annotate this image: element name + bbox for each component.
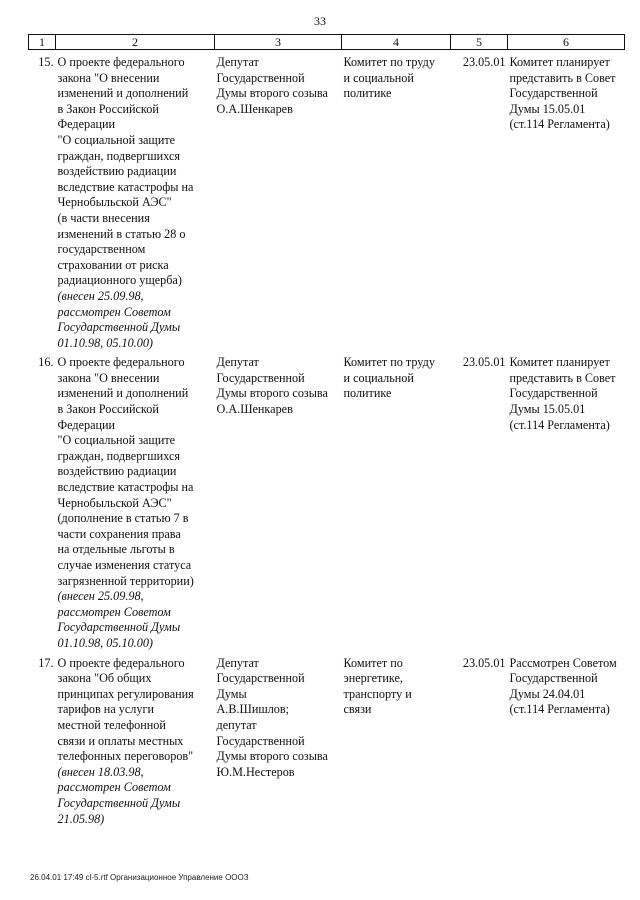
text-line: на отдельные льготы в: [57, 542, 175, 557]
print-footer: 26.04.01 17:49 cl-5.rtf Организационное Управление ОООЗ: [30, 873, 249, 882]
text-line: Рассмотрен Советом: [509, 655, 617, 670]
text-line: и социальной: [343, 70, 414, 85]
bill-author: [215, 652, 342, 828]
bill-author: [215, 351, 342, 651]
text-line: изменений и дополнений: [57, 86, 189, 101]
responsible-committee: [342, 351, 451, 651]
text-line: Комитет по: [343, 655, 403, 670]
text-line: связи: [343, 702, 372, 717]
text-line: (ст.114 Регламента): [509, 417, 610, 432]
text-line: случае изменения статуса: [57, 558, 192, 572]
text-line: местной телефонной: [57, 717, 166, 732]
page-number: 33: [314, 14, 326, 28]
text-line: представить в Совет: [509, 70, 616, 85]
text-line: государственном: [57, 242, 146, 257]
text-line: Депутат: [216, 655, 259, 670]
review-date: 23.05.01: [462, 655, 506, 670]
text-line: 21.05.98): [57, 811, 105, 826]
text-line: Государственной Думы: [57, 620, 181, 635]
bill-status: [508, 351, 625, 651]
text-line: Комитет планирует: [509, 55, 610, 69]
text-line: Думы второго созыва: [216, 386, 328, 401]
text-line: Государственной: [216, 671, 305, 686]
text-line: (в части внесения: [57, 210, 150, 225]
text-line: Депутат: [216, 355, 259, 370]
text-line: рассмотрен Советом: [57, 304, 171, 319]
bill-description: [56, 50, 215, 352]
text-line: (внесен 25.09.98,: [57, 288, 144, 303]
text-line: политике: [343, 86, 392, 101]
column-number: 1: [29, 35, 56, 50]
text-line: О.А.Шенкарев: [216, 101, 293, 116]
text-line: Государственной: [216, 733, 305, 748]
text-line: закона "О внесении: [57, 370, 160, 385]
text-line: Думы 15.05.01: [509, 402, 586, 417]
bill-author: [215, 50, 342, 352]
text-line: воздействию радиации: [57, 464, 177, 479]
text-line: Государственной: [216, 70, 305, 85]
text-line: воздействию радиации: [57, 164, 177, 179]
responsible-committee: [342, 652, 451, 828]
text-line: тарифов на услуги: [57, 702, 154, 717]
text-line: (дополнение в статью 7 в: [57, 511, 189, 526]
text-line: депутат: [216, 717, 257, 732]
text-line: Государственной: [509, 86, 598, 101]
bill-status: [508, 50, 625, 352]
bill-description: [56, 351, 215, 651]
table-row: [29, 50, 625, 352]
text-line: Федерации: [57, 417, 116, 432]
text-line: закона "Об общих: [57, 671, 152, 686]
text-line: "О социальной защите: [57, 132, 176, 147]
text-line: (внесен 18.03.98,: [57, 764, 144, 779]
text-line: телефонных переговоров": [57, 749, 194, 764]
column-number: 5: [451, 35, 508, 50]
column-number-row: [29, 35, 625, 50]
text-line: О.А.Шенкарев: [216, 402, 293, 417]
text-line: 01.10.98, 05.10.00): [57, 335, 153, 350]
column-number: 4: [342, 35, 451, 50]
text-line: энергетике,: [343, 671, 403, 686]
bill-description: [56, 652, 215, 828]
text-line: Думы: [216, 686, 247, 701]
row-number: 15.: [38, 55, 54, 69]
column-number: 3: [215, 35, 342, 50]
text-line: Комитет по труду: [343, 55, 435, 69]
text-line: Федерации: [57, 117, 116, 132]
column-number: 2: [56, 35, 215, 50]
text-line: изменений в статью 28 о: [57, 226, 186, 241]
text-line: части сохранения права: [57, 526, 181, 541]
text-line: политике: [343, 386, 392, 401]
text-line: О проекте федерального: [57, 355, 185, 370]
text-line: (внесен 25.09.98,: [57, 589, 144, 604]
text-line: 01.10.98, 05.10.00): [57, 635, 153, 650]
text-line: А.В.Шишлов;: [216, 702, 290, 717]
text-line: Чернобыльской АЭС": [57, 195, 172, 210]
text-line: граждан, подвергшихся: [57, 148, 180, 163]
responsible-committee: [342, 50, 451, 352]
text-line: Депутат: [216, 55, 259, 69]
text-line: Думы 15.05.01: [509, 101, 586, 116]
text-line: в Закон Российской: [57, 402, 159, 417]
text-line: связи и оплаты местных: [57, 733, 184, 748]
text-line: Комитет планирует: [509, 355, 610, 370]
text-line: О проекте федерального: [57, 655, 185, 670]
text-line: страховании от риска: [57, 257, 169, 272]
table-row: [29, 351, 625, 651]
text-line: "О социальной защите: [57, 433, 176, 448]
text-line: закона "О внесении: [57, 70, 160, 85]
text-line: транспорту и: [343, 686, 412, 701]
text-line: Государственной: [216, 370, 305, 385]
text-line: Государственной Думы: [57, 795, 181, 810]
bills-table: [28, 34, 625, 827]
text-line: рассмотрен Советом: [57, 604, 171, 619]
row-number: 16.: [38, 355, 54, 370]
text-line: в Закон Российской: [57, 101, 159, 116]
text-line: Думы 24.04.01: [509, 686, 586, 701]
bill-status: [508, 652, 625, 828]
text-line: представить в Совет: [509, 370, 616, 385]
text-line: граждан, подвергшихся: [57, 448, 180, 463]
text-line: вследствие катастрофы на: [57, 480, 194, 495]
text-line: Ю.М.Нестеров: [216, 764, 295, 779]
column-number: 6: [508, 35, 625, 50]
text-line: О проекте федерального: [57, 55, 185, 69]
text-line: Чернобыльской АЭС": [57, 495, 172, 510]
text-line: радиационного ущерба): [57, 273, 182, 288]
review-date: 23.05.01: [462, 55, 506, 69]
text-line: Государственной: [509, 386, 598, 401]
row-number: 17.: [38, 655, 54, 670]
text-line: Думы второго созыва: [216, 749, 328, 764]
text-line: Государственной: [509, 671, 598, 686]
text-line: изменений и дополнений: [57, 386, 189, 401]
table-row: [29, 652, 625, 828]
text-line: и социальной: [343, 370, 414, 385]
text-line: вследствие катастрофы на: [57, 179, 194, 194]
text-line: Комитет по труду: [343, 355, 435, 370]
text-line: принципах регулирования: [57, 686, 194, 701]
text-line: Думы второго созыва: [216, 86, 328, 101]
review-date: 23.05.01: [462, 355, 506, 370]
text-line: Государственной Думы: [57, 320, 181, 335]
text-line: рассмотрен Советом: [57, 780, 171, 795]
text-line: (ст.114 Регламента): [509, 702, 610, 717]
text-line: (ст.114 Регламента): [509, 117, 610, 132]
text-line: загрязненной территории): [57, 573, 194, 588]
